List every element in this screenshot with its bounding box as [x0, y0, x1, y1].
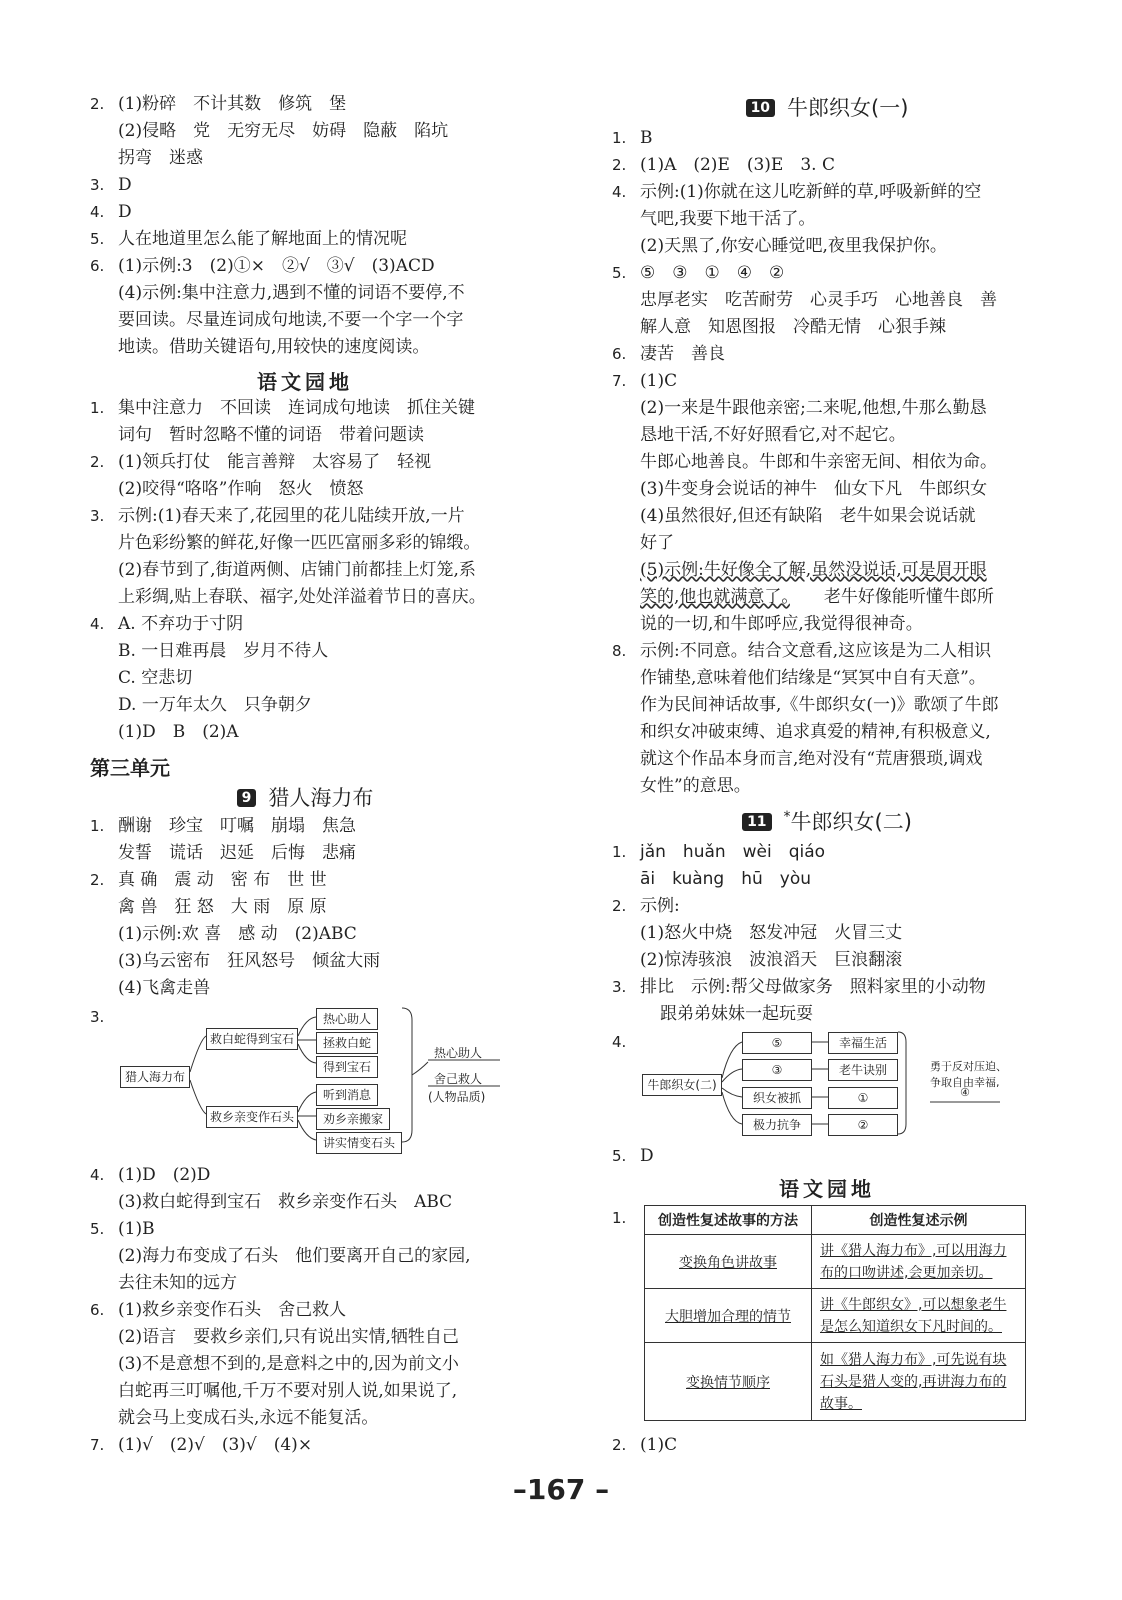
table-row [645, 1343, 1026, 1421]
mind-map-leaf: 老牛诀别 [828, 1059, 898, 1081]
answer-line: 6. (1)救乡亲变作石头 舍己救人 [90, 1300, 347, 1320]
table-cell: 如《猎人海力布》,可先说有块石头是猎人变的,再讲海力布的故事。 [812, 1343, 1026, 1421]
lesson-number-badge: 10 [746, 99, 775, 117]
table-row [645, 1289, 1026, 1343]
mind-map-leaf: 听到消息 [316, 1084, 378, 1106]
answer-line: 和织女冲破束缚、追求真爱的精神,有积极意义, [640, 722, 991, 742]
mind-map-branch: 极力抗争 [742, 1114, 812, 1136]
answer-line: 7. (1)C [612, 371, 678, 391]
answer-line: āi kuàng hū yòu [640, 869, 812, 889]
mind-map-leaf: 劝乡亲搬家 [316, 1108, 390, 1130]
answer-line: (2)语言 要救乡亲们,只有说出实情,牺牲自己 [118, 1327, 459, 1347]
answer-line: 2. (1)A (2)E (3)E 3. C [612, 155, 835, 175]
mind-map-answer: 热心助人 [434, 1046, 483, 1060]
mind-map-hunter [120, 1000, 520, 1150]
mind-map-cowherd [642, 1028, 1042, 1138]
answer-line: 1. jǎn huǎn wèi qiáo [612, 842, 826, 862]
answer-line: 解人意 知恩图报 冷酷无情 心狠手辣 [640, 317, 946, 337]
answer-line: 5. ⑤ ③ ① ④ ② [612, 263, 785, 283]
answer-line: 禽 兽 狂 怒 大 雨 原 原 [118, 897, 327, 917]
answer-line: 发誓 谎话 迟延 后悔 悲痛 [118, 843, 356, 863]
answer-line: 4. A. 不弃功于寸阴 [90, 614, 244, 634]
mind-map-leaf: ② [828, 1114, 898, 1136]
answer-line: 4. 示例:(1)你就在这儿吃新鲜的草,呼吸新鲜的空 [612, 182, 982, 202]
answer-line: (4)飞禽走兽 [118, 978, 211, 998]
table-cell: 讲《猎人海力布》,可以用海力布的口吻讲述,会更加亲切。 [812, 1235, 1026, 1289]
table-row [645, 1235, 1026, 1289]
section-title: 语文园地 [257, 370, 353, 394]
answer-line: (4)虽然很好,但还有缺陷 老牛如果会说话就 [640, 506, 976, 526]
answer-line: 3. [90, 1008, 105, 1026]
answer-line: 3. 排比 示例:帮父母做家务 照料家里的小动物 [612, 977, 986, 997]
answer-line: 词句 暂时忽略不懂的词语 带着问题读 [118, 425, 424, 445]
answer-line: 好了 [640, 533, 674, 553]
answer-line: 3. 示例:(1)春天来了,花园里的花儿陆续开放,一片 [90, 506, 465, 526]
answer-line: 2. (1)C [612, 1435, 678, 1455]
mind-map-note: 争取自由幸福, [930, 1076, 1000, 1089]
mind-map-leaf: 讲实情变石头 [316, 1132, 402, 1154]
mind-map-root: 猎人海力布 [120, 1066, 190, 1088]
mind-map-leaf: 得到宝石 [316, 1056, 378, 1078]
answer-line: (2)咬得“咯咯”作响 怒火 愤怒 [118, 479, 364, 499]
mind-map-branch: ③ [742, 1059, 812, 1081]
answer-line: 忠厚老实 吃苦耐劳 心灵手巧 心地善良 善 [640, 290, 997, 310]
answer-line: 2. 示例: [612, 896, 680, 916]
answer-line: B. 一日难再晨 岁月不待人 [118, 641, 329, 661]
table-header: 创造性复述故事的方法 [645, 1206, 812, 1235]
lesson-title: 9 猎人海力布 [90, 782, 520, 812]
answer-line: (2)侵略 党 无穷无尽 妨碍 隐蔽 陷坑 [118, 121, 449, 141]
unit-title: 第三单元 [90, 756, 170, 780]
answer-line: 4. (1)D (2)D [90, 1165, 211, 1185]
answer-line: (3)牛变身会说话的神牛 仙女下凡 牛郎织女 [640, 479, 988, 499]
lesson-number-badge: 11 [742, 813, 771, 831]
answer-line: 1. 集中注意力 不回读 连词成句地读 抓住关键 [90, 398, 475, 418]
answer-line: (2)惊涛骇浪 波浪滔天 巨浪翻滚 [640, 950, 903, 970]
answer-line: (1)怒火中烧 怒发冲冠 火冒三丈 [640, 923, 903, 943]
answer-line: 要回读。尽量连词成句地读,不要一个字一个字 [118, 310, 464, 330]
answer-line: (1)示例:欢 喜 感 动 (2)ABC [118, 924, 357, 944]
answer-line: (3)乌云密布 狂风怒号 倾盆大雨 [118, 951, 381, 971]
answer-line: 就这个作品本身而言,绝对没有“荒唐猥琐,调戏 [640, 749, 983, 769]
answer-line: 5. 人在地道里怎么能了解地面上的情况呢 [90, 229, 407, 249]
mind-map-leaf: ① [828, 1087, 898, 1109]
table-cell: 讲《牛郎织女》,可以想象老牛是怎么知道织女下凡时间的。 [812, 1289, 1026, 1343]
answer-line: 1. [612, 1209, 627, 1227]
answer-line: 说的一切,和牛郎呼应,我觉得很神奇。 [640, 614, 923, 634]
answer-line: 气吧,我要下地干活了。 [640, 209, 816, 229]
mind-map-branch: 救白蛇得到宝石 [206, 1028, 298, 1050]
mind-map-branch: 织女被抓 [742, 1087, 812, 1109]
lesson-title: 11 *牛郎织女(二) [612, 806, 1042, 836]
table-cell: 变换角色讲故事 [645, 1235, 812, 1289]
mind-map-answer: ④ [960, 1086, 970, 1099]
answer-line: (2)一来是牛跟他亲密;二来呢,他想,牛那么勤恳 [640, 398, 987, 418]
mind-map-leaf: 拯救白蛇 [316, 1032, 378, 1054]
answer-line: D. 一万年太久 只争朝夕 [118, 695, 312, 715]
answer-line: (2)春节到了,街道两侧、店铺门前都挂上灯笼,系 [118, 560, 476, 580]
table-cell: 变换情节顺序 [645, 1343, 812, 1421]
answer-line: 7. (1)√ (2)√ (3)√ (4)× [90, 1435, 313, 1455]
answer-line: 白蛇再三叮嘱他,千万不要对别人说,如果说了, [118, 1381, 458, 1401]
answer-line: 去往未知的远方 [118, 1273, 237, 1293]
answer-line: (4)示例:集中注意力,遇到不懂的词语不要停,不 [118, 283, 465, 303]
mind-map-answer: 舍己救人 [434, 1072, 483, 1086]
answer-line: 上彩绸,贴上春联、福字,处处洋溢着节日的喜庆。 [118, 587, 486, 607]
answer-line: 2. (1)粉碎 不计其数 修筑 堡 [90, 94, 347, 114]
answer-line: 1. 酬谢 珍宝 叮嘱 崩塌 焦急 [90, 816, 356, 836]
answer-line: 跟弟弟妹妹一起玩耍 [660, 1004, 813, 1024]
answer-line: (5)示例:牛好像全了解,虽然没说话,可是眉开眼 [640, 560, 987, 580]
answer-line: 就会马上变成石头,永远不能复活。 [118, 1408, 379, 1428]
answer-line: 6. 凄苦 善良 [612, 344, 725, 364]
answer-line: (3)不是意想不到的,是意料之中的,因为前文小 [118, 1354, 459, 1374]
mind-map-root: 牛郎织女(二) [642, 1074, 722, 1096]
retelling-methods-table [644, 1205, 1026, 1421]
answer-line: 8. 示例:不同意。结合文意看,这应该是为二人相识 [612, 641, 992, 661]
table-cell: 大胆增加合理的情节 [645, 1289, 812, 1343]
answer-line: 拐弯 迷惑 [118, 148, 203, 168]
answer-line: 2. (1)领兵打仗 能言善辩 太容易了 轻视 [90, 452, 432, 472]
answer-line: 6. (1)示例:3 (2)①× ②√ ③√ (3)ACD [90, 256, 435, 276]
mind-map-leaf: 幸福生活 [828, 1032, 898, 1054]
answer-line: (2)天黑了,你安心睡觉吧,夜里我保护你。 [640, 236, 947, 256]
answer-line: C. 空悲切 [118, 668, 193, 688]
answer-line: 4. D [90, 202, 132, 222]
answer-line: 女性”的意思。 [640, 776, 751, 796]
answer-line: 片色彩纷繁的鲜花,好像一匹匹富丽多彩的锦缎。 [118, 533, 481, 553]
answer-line: (1)D B (2)A [118, 722, 239, 742]
mind-map-branch: 救乡亲变作石头 [206, 1106, 298, 1128]
mind-map-note: (人物品质) [428, 1090, 486, 1104]
mind-map-leaf: 热心助人 [316, 1008, 378, 1030]
table-header: 创造性复述示例 [812, 1206, 1026, 1235]
table-header-row [645, 1206, 1026, 1235]
answer-line: 4. [612, 1033, 627, 1051]
answer-line: 作铺垫,意味着他们结缘是“冥冥中自有天意”。 [640, 668, 986, 688]
answer-line: (2)海力布变成了石头 他们要离开自己的家园, [118, 1246, 471, 1266]
answer-line: 笑的,他也就满意了。 老牛好像能听懂牛郎所 [640, 587, 994, 607]
answer-line: (3)救白蛇得到宝石 救乡亲变作石头 ABC [118, 1192, 453, 1212]
answer-line: 地读。借助关键语句,用较快的速度阅读。 [118, 337, 430, 357]
answer-line: 3. D [90, 175, 132, 195]
mind-map-branch: ⑤ [742, 1032, 812, 1054]
section-title: 语文园地 [779, 1177, 875, 1201]
answer-line: 恳地干活,不好好照看它,对不起它。 [640, 425, 906, 445]
lesson-title: 10 牛郎织女(一) [612, 92, 1042, 122]
answer-line: 5. (1)B [90, 1219, 155, 1239]
answer-line: 1. B [612, 128, 653, 148]
lesson-number-badge: 9 [237, 789, 257, 807]
answer-line: 5. D [612, 1146, 654, 1166]
mind-map-note: 勇于反对压迫、 [930, 1060, 1007, 1073]
answer-line: 作为民间神话故事,《牛郎织女(一)》歌颂了牛郎 [640, 695, 999, 715]
answer-line: 牛郎心地善良。牛郎和牛亲密无间、相依为命。 [640, 452, 997, 472]
page-number: –167 – [512, 1473, 610, 1506]
answer-line: 2. 真 确 震 动 密 布 世 世 [90, 870, 327, 890]
